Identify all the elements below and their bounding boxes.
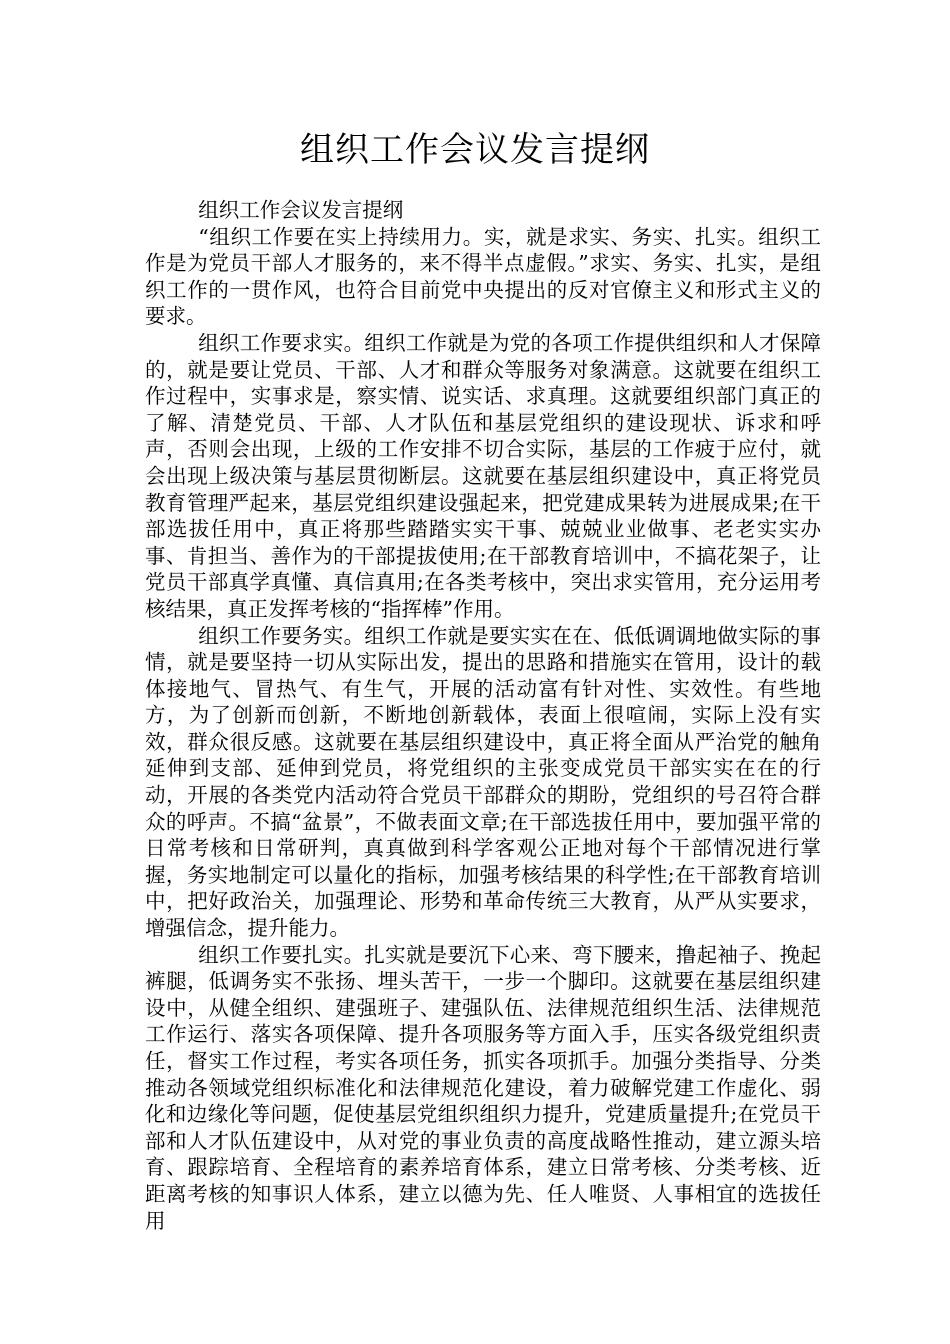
document-title: 组织工作会议发言提纲 [300, 130, 650, 170]
body-paragraph-subtitle: 组织工作会议发言提纲 [198, 198, 404, 222]
body-paragraph-wushi: 组织工作要务实。组织工作就是要实实在在、低低调调地做实际的事情，就是要坚持一切从实际出发，提出的思路和措施实在管用，设计的载体接地气、冒热气、有生气，开展的活动富有针对性、实效性。有些地方，为了创新而创新，不断地创新载体，表面上很喧闹，实际上没有实效，群众很反感。这就要在基层组织建设中，真正将全面从严治党的触角延伸到支部、延伸到党员，将党组织的主张变成党员干部实实在在的行动，开展的各类党内活动符合党员干部群众的期盼，党组织的号召符合群众的呼声。不搞“盆景”，不做表面文章;在干部选拔任用中，要加强平常的日常考核和日常研判，真真做到科学客观公正地对每个干部情况进行掌握，务实地制定可以量化的指标，加强考核结果的科学性;在干部教育培训中，把好政治关，加强理论、形势和革命传统三大教育，从严从实要求，增强信念，提升能力。 [145, 623, 821, 941]
body-paragraph-qiushi: 组织工作要求实。组织工作就是为党的各项工作提供组织和人才保障的，就是要让党员、干部、人才和群众等服务对象满意。这就要在组织工作过程中，实事求是，察实情、说实话、求真理。这就要组织部门真正的了解、清楚党员、干部、人才队伍和基层党组织的建设现状、诉求和呼声，否则会出现，上级的工作安排不切合实际，基层的工作疲于应付，就会出现上级决策与基层贯彻断层。这就要在基层组织建设中，真正将党员教育管理严起来，基层党组织建设强起来，把党建成果转为进展成果;在干部选拔任用中，真正将那些踏踏实实干事、兢兢业业做事、老老实实办事、肯担当、善作为的干部提拔使用;在干部教育培训中，不搞花架子，让党员干部真学真懂、真信真用;在各类考核中，突出求实管用，充分运用考核结果，真正发挥考核的“指挥棒”作用。 [145, 330, 821, 621]
document-body [145, 197, 821, 1234]
body-paragraph-zhashi: 组织工作要扎实。扎实就是要沉下心来、弯下腰来，撸起袖子、挽起裤腿，低调务实不张扬、埋头苦干，一步一个脚印。这就要在基层组织建设中，从健全组织、建强班子、建强队伍、法律规范组织生活、法律规范工作运行、落实各项保障、提升各项服务等方面入手，压实各级党组织责任，督实工作过程，考实各项任务，抓实各项抓手。加强分类指导、分类推动各领域党组织标准化和法律规范化建设，着力破解党建工作虚化、弱化和边缘化等问题，促使基层党组织组织力提升，党建质量提升;在党员干部和人才队伍建设中，从对党的事业负责的高度战略性推动，建立源头培育、跟踪培育、全程培育的素养培育体系，建立日常考核、分类考核、近距离考核的知事识人体系，建立以德为先、任人唯贤、人事相宜的选拔任用 [145, 942, 821, 1233]
body-paragraph-intro: “组织工作要在实上持续用力。实，就是求实、务实、扎实。组织工作是为党员干部人才服务的，来不得半点虚假。”求实、务实、扎实，是组织工作的一贯作风，也符合目前党中央提出的反对官僚主义和形式主义的要求。 [145, 224, 821, 329]
